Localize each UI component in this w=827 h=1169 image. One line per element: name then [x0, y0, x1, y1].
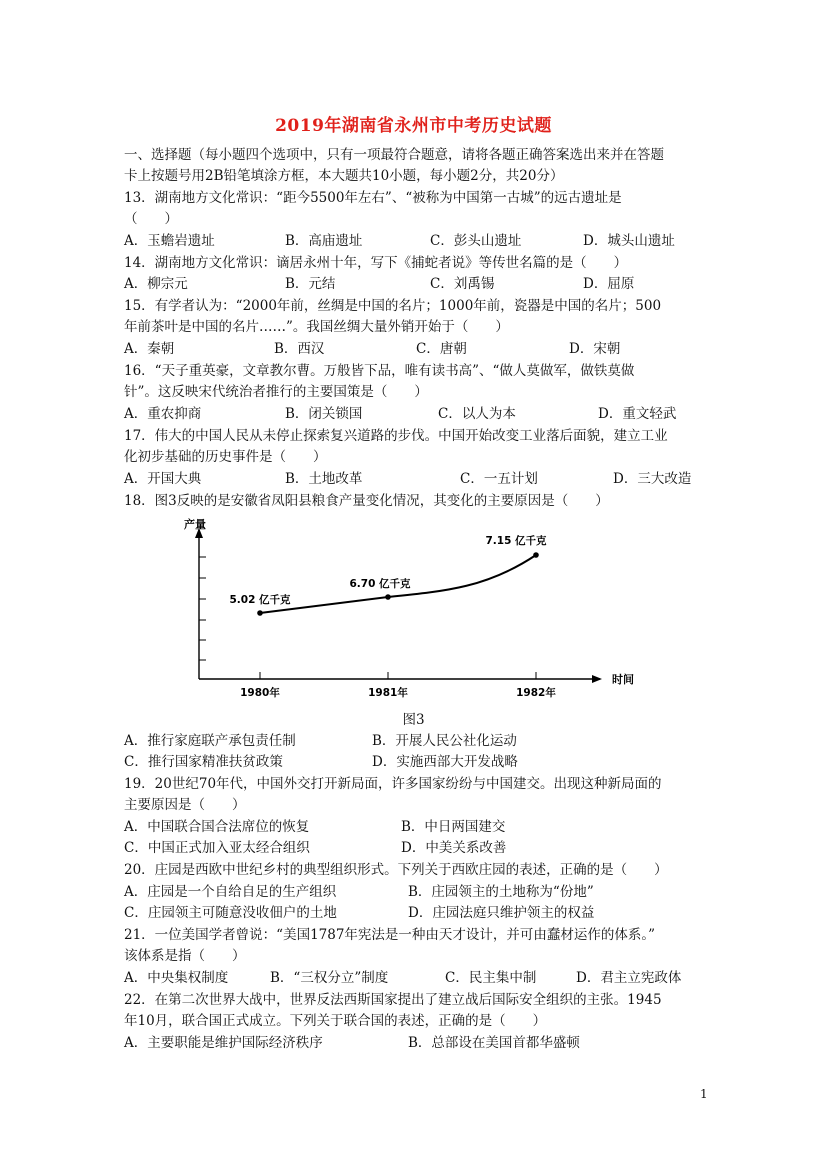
- q14-option-d[interactable]: D．屈原: [583, 276, 635, 292]
- x-axis-arrow: [592, 675, 602, 683]
- q14-option-c[interactable]: C．刘禹锡: [430, 276, 495, 292]
- x-axis-label: 时间: [612, 673, 634, 686]
- q15-option-b[interactable]: B．西汉: [274, 341, 325, 357]
- q13-stem-1: 13．湖南地方文化常识：“距今5500年左右”、“被称为中国第一古城”的远古遗址是: [124, 190, 622, 206]
- q15-option-d[interactable]: D．宋朝: [569, 341, 621, 357]
- q20-option-d[interactable]: D．庄园法庭只维护领主的权益: [408, 905, 595, 921]
- q17-option-b[interactable]: B．土地改革: [285, 471, 363, 487]
- figure-caption: 图3: [402, 712, 425, 728]
- q17-stem-1: 17．伟大的中国人民从未停止探索复兴道路的步伐。中国开始改变工业落后面貌，建立工业: [124, 428, 668, 444]
- q14-option-b[interactable]: B．元结: [285, 276, 336, 292]
- q13-option-a[interactable]: A．玉蟾岩遗址: [124, 233, 215, 249]
- q17-stem-2: 化初步基础的历史事件是（ ）: [124, 449, 327, 465]
- q16-option-d[interactable]: D．重文轻武: [598, 406, 677, 422]
- q19-option-b[interactable]: B．中日两国建交: [401, 819, 506, 835]
- data-point: [533, 552, 539, 558]
- data-label: 6.70 亿千克: [349, 578, 411, 590]
- data-point: [385, 594, 391, 600]
- q22-stem-1: 22．在第二次世界大战中，世界反法西斯国家提出了建立战后国际安全组织的主张。1945: [124, 992, 662, 1008]
- q16-option-c[interactable]: C．以人为本: [438, 406, 516, 422]
- q19-stem-1: 19．20世纪70年代，中国外交打开新局面，许多国家纷纷与中国建交。出现这种新局面的: [124, 776, 662, 792]
- q19-option-a[interactable]: A．中国联合国合法席位的恢复: [124, 819, 310, 835]
- q18-stem-1: 18．图3反映的是安徽省凤阳县粮食产量变化情况，其变化的主要原因是（ ）: [124, 493, 609, 509]
- x-tick-label: 1980年: [240, 687, 280, 699]
- q14-options: [124, 274, 704, 294]
- q17-options: [124, 469, 704, 489]
- instructions-line-1: 一、选择题（每小题四个选项中，只有一项最符合题意，请将各题正确答案选出来并在答题: [124, 147, 664, 163]
- instructions-line-2: 卡上按题号用2B铅笔填涂方框，本大题共10小题，每小题2分，共20分）: [124, 168, 564, 184]
- data-point: [257, 610, 263, 616]
- q20-stem-1: 20．庄园是西欧中世纪乡村的典型组织形式。下列关于西欧庄园的表述，正确的是（ ）: [124, 862, 668, 878]
- q15-stem-2: 年前茶叶是中国的名片……”。我国丝绸大量外销开始于（ ）: [124, 319, 509, 335]
- q21-option-b[interactable]: B．“三权分立”制度: [270, 970, 389, 986]
- q19-options-row-1: [124, 817, 704, 837]
- data-label: 5.02 亿千克: [229, 594, 291, 606]
- grain-output-chart: [180, 510, 650, 710]
- q19-options-row-2: [124, 838, 704, 858]
- q19-option-d[interactable]: D．中美关系改善: [401, 840, 507, 856]
- q19-stem-2: 主要原因是（ ）: [124, 797, 246, 813]
- q21-stem-1: 21．一位美国学者曾说：“美国1787年宪法是一种由天才设计，并可由蠢材运作的体系。”: [124, 927, 656, 943]
- q18-option-b[interactable]: B．开展人民公社化运动: [372, 733, 517, 749]
- q21-option-d[interactable]: D．君主立宪政体: [576, 970, 682, 986]
- q15-options: [124, 339, 704, 359]
- q22-option-b[interactable]: B．总部设在美国首都华盛顿: [408, 1035, 580, 1051]
- q13-option-b[interactable]: B．高庙遗址: [285, 233, 363, 249]
- q18-options-row-1: [124, 731, 704, 751]
- q15-option-c[interactable]: C．唐朝: [416, 341, 467, 357]
- q16-stem-1: 16．“天子重英豪，文章教尔曹。万般皆下品，唯有读书高”、“做人莫做军，做铁莫做: [124, 363, 635, 379]
- q22-option-a[interactable]: A．主要职能是维护国际经济秩序: [124, 1035, 323, 1051]
- document-title: 2019年湖南省永州市中考历史试题: [275, 116, 552, 136]
- q16-stem-2: 针”。这反映宋代统治者推行的主要国策是（ ）: [124, 384, 428, 400]
- q13-option-d[interactable]: D．城头山遗址: [583, 233, 675, 249]
- q20-option-c[interactable]: C．庄园领主可随意没收佃户的土地: [124, 905, 337, 921]
- q20-options-row-2: [124, 903, 704, 923]
- q17-option-c[interactable]: C．一五计划: [460, 471, 538, 487]
- q22-options-row-1: [124, 1033, 704, 1053]
- q21-options: [124, 968, 704, 988]
- q18-options-row-2: [124, 752, 704, 772]
- q22-stem-2: 年10月，联合国正式成立。下列关于联合国的表述，正确的是（ ）: [124, 1013, 547, 1029]
- q19-option-c[interactable]: C．中国正式加入亚太经合组织: [124, 840, 310, 856]
- q18-option-a[interactable]: A．推行家庭联产承包责任制: [124, 733, 296, 749]
- q13-stem-2: （ ）: [124, 211, 178, 227]
- q18-option-c[interactable]: C．推行国家精准扶贫政策: [124, 754, 283, 770]
- q13-options: [124, 231, 704, 251]
- q17-option-d[interactable]: D．三大改造: [613, 471, 692, 487]
- x-tick-label: 1982年: [516, 687, 556, 699]
- q20-option-b[interactable]: B．庄园领主的土地称为“份地”: [408, 884, 594, 900]
- q16-option-b[interactable]: B．闭关锁国: [285, 406, 363, 422]
- page-number: 1: [700, 1087, 708, 1101]
- q17-option-a[interactable]: A．开国大典: [124, 471, 202, 487]
- q15-option-a[interactable]: A．秦朝: [124, 341, 175, 357]
- q15-stem-1: 15．有学者认为：“2000年前，丝绸是中国的名片；1000年前，瓷器是中国的名片；500: [124, 298, 662, 314]
- q21-option-a[interactable]: A．中央集权制度: [124, 970, 229, 986]
- q14-stem-1: 14．湖南地方文化常识：谪居永州十年，写下《捕蛇者说》等传世名篇的是（ ）: [124, 255, 628, 271]
- q21-option-c[interactable]: C．民主集中制: [445, 970, 537, 986]
- q21-stem-2: 该体系是指（ ）: [124, 948, 246, 964]
- data-label: 7.15 亿千克: [485, 535, 547, 547]
- q16-options: [124, 404, 704, 424]
- x-tick-label: 1981年: [368, 687, 408, 699]
- y-axis-label: 产量: [184, 518, 206, 531]
- q16-option-a[interactable]: A．重农抑商: [124, 406, 202, 422]
- q13-option-c[interactable]: C．彭头山遗址: [430, 233, 522, 249]
- q20-options-row-1: [124, 882, 704, 902]
- q20-option-a[interactable]: A．庄园是一个自给自足的生产组织: [124, 884, 337, 900]
- q18-option-d[interactable]: D．实施西部大开发战略: [372, 754, 518, 770]
- q14-option-a[interactable]: A．柳宗元: [124, 276, 188, 292]
